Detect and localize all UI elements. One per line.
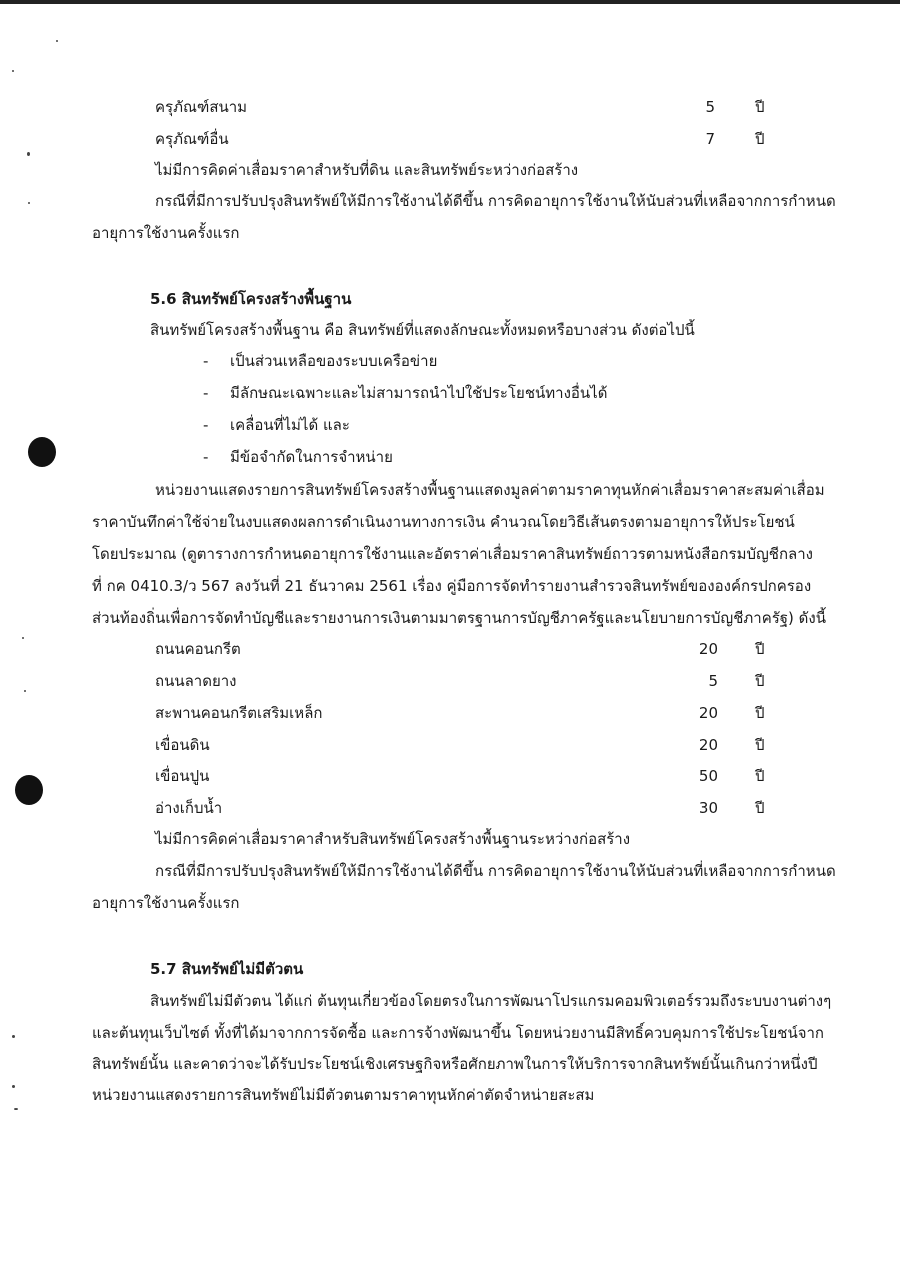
improvement-note-line1: กรณีที่มีการปรับปรุงสินทรัพย์ให้มีการใช้งานได้ดีขึ้น การคิดอายุการใช้งานให้นับส่วนที่เหลือจากการกำหนด	[155, 192, 836, 210]
bullet-item: มีลักษณะเฉพาะและไม่สามารถนำไปใช้ประโยชน์ทางอื่นได้	[230, 384, 608, 402]
scan-speck	[56, 40, 58, 42]
bullet-dash: -	[203, 352, 209, 370]
page-top-edge	[0, 0, 900, 4]
bullet-dash: -	[203, 448, 209, 466]
list-item-label: สะพานคอนกรีตเสริมเหล็ก	[155, 704, 323, 722]
list-item-label: เขื่อนปูน	[155, 767, 210, 785]
paragraph-line: และต้นทุนเว็บไซต์ ทั้งที่ได้มาจากการจัดซื้อ และการจ้างพัฒนาขึ้น โดยหน่วยงานมีสิทธิ์ควบคุมการใช้ประโยชน์จาก	[92, 1024, 825, 1042]
list-item-unit: ปี	[755, 736, 765, 754]
scan-speck	[12, 1035, 15, 1038]
no-depreciation-note: ไม่มีการคิดค่าเสื่อมราคาสำหรับที่ดิน และสินทรัพย์ระหว่างก่อสร้าง	[155, 161, 579, 179]
scan-speck	[22, 637, 24, 639]
paragraph-line: ส่วนท้องถิ่นเพื่อการจัดทำบัญชีและรายงานการเงินตามมาตรฐานการบัญชีภาครัฐและนโยบายการบัญชีภาครัฐ) ดังนี้	[92, 609, 826, 627]
scan-speck	[12, 1085, 15, 1088]
bullet-item: มีข้อจำกัดในการจำหน่าย	[230, 448, 393, 466]
punch-hole-mark	[15, 775, 43, 805]
paragraph-line: สินทรัพย์ไม่มีตัวตน ได้แก่ ต้นทุนเกี่ยวข้องโดยตรงในการพัฒนาโปรแกรมคอมพิวเตอร์รวมถึงระบบงานต่างๆ	[150, 992, 832, 1010]
bullet-item: เคลื่อนที่ไม่ได้ และ	[230, 416, 350, 434]
list-item-label: เขื่อนดิน	[155, 736, 210, 754]
list-item-years: 20	[698, 704, 718, 722]
list-item-unit: ปี	[755, 767, 765, 785]
paragraph-line: ราคาบันทึกค่าใช้จ่ายในงบแสดงผลการดำเนินงานทางการเงิน คำนวณโดยวิธีเส้นตรงตามอายุการให้ประโยชน์	[92, 513, 795, 531]
list-item-years: 30	[698, 799, 718, 817]
paragraph-line: หน่วยงานแสดงรายการสินทรัพย์ไม่มีตัวตนตามราคาทุนหักค่าตัดจำหน่ายสะสม	[92, 1086, 595, 1104]
paragraph-line: โดยประมาณ (ดูตารางการกำหนดอายุการใช้งานและอัตราค่าเสื่อมราคาสินทรัพย์ถาวรตามหนังสือกรมบัญชีกลาง	[92, 545, 813, 563]
list-item-years: 5	[708, 672, 718, 690]
list-item-years: 5	[705, 98, 715, 116]
paragraph-line: หน่วยงานแสดงรายการสินทรัพย์โครงสร้างพื้นฐานแสดงมูลค่าตามราคาทุนหักค่าเสื่อมราคาสะสมค่าเสื่อม	[155, 481, 825, 499]
improvement-note-line2: อายุการใช้งานครั้งแรก	[92, 224, 240, 242]
list-item-years: 20	[698, 736, 718, 754]
bullet-dash: -	[203, 384, 209, 402]
list-item-years: 7	[705, 130, 715, 148]
list-item-label: อ่างเก็บน้ำ	[155, 799, 223, 817]
punch-hole-mark	[28, 437, 56, 467]
list-item-years: 50	[698, 767, 718, 785]
scan-speck	[28, 202, 30, 204]
bullet-dash: -	[203, 416, 209, 434]
section-heading: 5.7 สินทรัพย์ไม่มีตัวตน	[150, 960, 304, 978]
bullet-item: เป็นส่วนเหลือของระบบเครือข่าย	[230, 352, 438, 370]
improvement-note-line2: อายุการใช้งานครั้งแรก	[92, 894, 240, 912]
list-item-label: ถนนลาดยาง	[155, 672, 237, 690]
section-intro: สินทรัพย์โครงสร้างพื้นฐาน คือ สินทรัพย์ที่แสดงลักษณะทั้งหมดหรือบางส่วน ดังต่อไปนี้	[150, 321, 695, 339]
improvement-note-line1: กรณีที่มีการปรับปรุงสินทรัพย์ให้มีการใช้งานได้ดีขึ้น การคิดอายุการใช้งานให้นับส่วนที่เหลือจากการกำหนด	[155, 862, 836, 880]
list-item-label: ครุภัณฑ์สนาม	[155, 98, 248, 116]
list-item-unit: ปี	[755, 672, 765, 690]
scan-speck	[12, 70, 14, 72]
section-heading: 5.6 สินทรัพย์โครงสร้างพื้นฐาน	[150, 290, 352, 308]
paragraph-line: สินทรัพย์นั้น และคาดว่าจะได้รับประโยชน์เชิงเศรษฐกิจหรือศักยภาพในการให้บริการจากสินทรัพย์นั้นเกินกว่าหนึ่งปี	[92, 1055, 818, 1073]
no-depreciation-note: ไม่มีการคิดค่าเสื่อมราคาสำหรับสินทรัพย์โครงสร้างพื้นฐานระหว่างก่อสร้าง	[155, 830, 631, 848]
list-item-label: ถนนคอนกรีต	[155, 640, 241, 658]
scan-speck	[27, 152, 30, 156]
list-item-unit: ปี	[755, 130, 765, 148]
paragraph-line: ที่ กค 0410.3/ว 567 ลงวันที่ 21 ธันวาคม 2561 เรื่อง คู่มือการจัดทำรายงานสำรวจสินทรัพย์ขององค์กรปกครอง	[92, 577, 812, 595]
list-item-years: 20	[698, 640, 718, 658]
list-item-label: ครุภัณฑ์อื่น	[155, 130, 229, 148]
list-item-unit: ปี	[755, 704, 765, 722]
list-item-unit: ปี	[755, 640, 765, 658]
scan-speck	[14, 1108, 18, 1110]
scan-speck	[24, 690, 26, 692]
list-item-unit: ปี	[755, 799, 765, 817]
list-item-unit: ปี	[755, 98, 765, 116]
